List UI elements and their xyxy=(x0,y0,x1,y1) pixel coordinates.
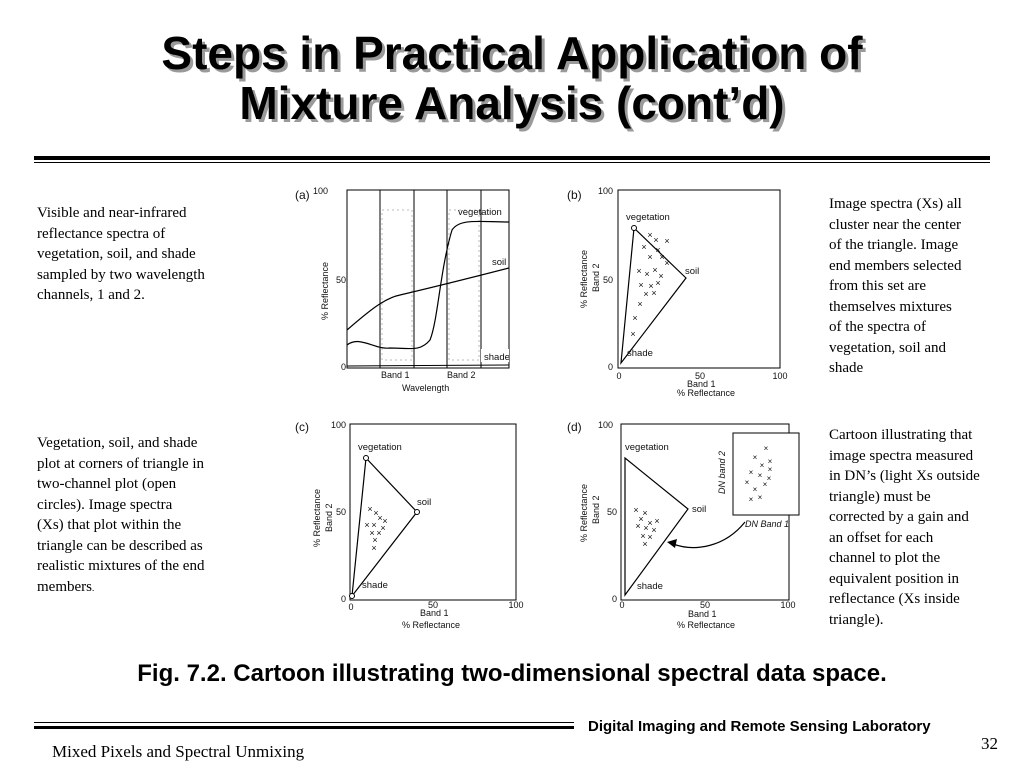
note-panel-a: Visible and near-infrared reflectance spectra of vegetation, soil, and shade sampled by two wavelength channels, 1 and 2. xyxy=(37,205,205,303)
image-spectrum-x: × xyxy=(635,521,641,531)
panel-c-label: (c) xyxy=(295,420,309,434)
footer-rule-thick xyxy=(34,726,574,729)
image-spectrum-x: × xyxy=(638,514,644,524)
image-spectrum-x: × xyxy=(377,513,383,523)
dn-spectrum-x: × xyxy=(752,485,758,494)
panel-d-arrowhead xyxy=(667,539,677,548)
panel-c-shade-label: shade xyxy=(362,580,388,591)
panel-c-xlabel-unit: % Reflectance xyxy=(402,620,461,630)
image-spectrum-x: × xyxy=(641,242,647,252)
panel-c-xtick-50: 50 xyxy=(427,600,439,610)
panel-b-xtick-100: 100 xyxy=(772,371,788,381)
footer-course-title: Mixed Pixels and Spectral Unmixing xyxy=(52,742,305,761)
image-spectrum-x: × xyxy=(369,528,375,538)
panel-d-xtick-0: 0 xyxy=(619,600,625,610)
panel-b-scatter-plot xyxy=(555,180,805,402)
panel-a-ytick-100: 100 xyxy=(312,186,328,196)
panel-c-xlabel: Band 1 xyxy=(420,608,449,618)
note-panel-c-text: Vegetation, soil, and shade plot at corners of triangle in two-channel plot (open circles). Image spectra (Xs) that plot within the triangle can be described as realistic mixtures of the end members xyxy=(37,435,205,595)
panel-c-ytick-100: 100 xyxy=(330,420,346,430)
panel-b-ytick-0: 0 xyxy=(607,362,613,372)
panel-a-band-2-label: Band 2 xyxy=(447,370,476,380)
image-spectrum-x: × xyxy=(636,266,642,276)
panel-a-soil-curve xyxy=(347,268,509,330)
image-spectrum-x: × xyxy=(655,278,661,288)
panel-b-ytick-100: 100 xyxy=(597,186,613,196)
panel-a-shade-curve xyxy=(347,365,509,366)
image-spectrum-x: × xyxy=(654,516,660,526)
figure-caption: Fig. 7.2. Cartoon illustrating two-dimensional spectral data space. xyxy=(137,660,887,687)
image-spectrum-x: × xyxy=(632,313,638,323)
image-spectrum-x: × xyxy=(664,258,670,268)
panel-d-ytick-0: 0 xyxy=(611,594,617,604)
panel-c-soil-point xyxy=(415,510,420,515)
panel-d-correction-arrow xyxy=(673,522,745,548)
panel-c-ylabel-band: Band 2 xyxy=(324,503,334,532)
image-spectrum-x: × xyxy=(372,535,378,545)
panel-c-xtick-0: 0 xyxy=(348,602,354,612)
page-number: 32 xyxy=(981,734,998,753)
panel-c-shade-point xyxy=(350,594,355,599)
panel-c-soil-label: soil xyxy=(417,497,432,508)
panel-c-scatter-plot xyxy=(280,412,530,634)
panel-d-vegetation-label: vegetation xyxy=(625,442,669,453)
image-spectrum-x: × xyxy=(659,252,665,262)
dn-spectrum-x: × xyxy=(748,495,754,504)
panel-d-ytick-50: 50 xyxy=(606,507,617,517)
panel-b-shade-label: shade xyxy=(627,348,653,359)
panel-a-band-1-region xyxy=(380,190,414,368)
note-panel-c xyxy=(37,433,204,598)
image-spectrum-x: × xyxy=(638,280,644,290)
panel-a-soil-label: soil xyxy=(492,257,507,268)
note-panel-b: Image spectra (Xs) all cluster near the center of the triangle. Image end members selected from this set are themselves mixtures of the spectra of vegetation, soil and shade xyxy=(829,196,962,376)
footer-rule-thin xyxy=(34,722,574,723)
image-spectrum-x: × xyxy=(382,516,388,526)
panel-d-ylabel-band: Band 2 xyxy=(591,495,601,524)
dn-spectrum-x: × xyxy=(767,457,773,466)
panel-b-ytick-50: 50 xyxy=(602,275,613,285)
panel-a-ytick-0: 0 xyxy=(340,362,346,372)
panel-b-image-spectra xyxy=(630,230,669,339)
dn-spectrum-x: × xyxy=(752,453,758,462)
panel-c-ytick-50: 50 xyxy=(335,507,346,517)
panel-b-vegetation-label: vegetation xyxy=(626,212,670,223)
panel-c-ytick-0: 0 xyxy=(340,594,346,604)
image-spectrum-x: × xyxy=(647,252,653,262)
image-spectrum-x: × xyxy=(371,520,377,530)
image-spectrum-x: × xyxy=(380,523,386,533)
dn-spectrum-x: × xyxy=(767,465,773,474)
image-spectrum-x: × xyxy=(376,528,382,538)
panel-d-soil-label: soil xyxy=(692,504,707,515)
panel-b-xtick-50: 50 xyxy=(694,371,706,381)
image-spectrum-x: × xyxy=(655,245,661,255)
dn-spectrum-x: × xyxy=(748,468,754,477)
panel-b-label: (b) xyxy=(567,188,582,202)
panel-a-vegetation-curve xyxy=(347,221,509,348)
image-spectrum-x: × xyxy=(644,269,650,279)
image-spectrum-x: × xyxy=(640,531,646,541)
panel-a-shade-label: shade xyxy=(484,352,510,363)
title-rule-thick xyxy=(34,156,990,160)
panel-c-image-spectra xyxy=(364,504,387,553)
panel-a-xlabel: Wavelength xyxy=(402,383,450,393)
image-spectrum-x: × xyxy=(651,288,657,298)
image-spectrum-x: × xyxy=(642,508,648,518)
image-spectrum-x: × xyxy=(367,504,373,514)
panel-a-label: (a) xyxy=(295,188,310,202)
panel-d-xtick-50: 50 xyxy=(699,600,711,610)
image-spectrum-x: × xyxy=(633,505,639,515)
panel-d-ytick-100: 100 xyxy=(597,420,613,430)
panel-b-xlabel: Band 1 xyxy=(687,379,716,389)
image-spectrum-x: × xyxy=(364,520,370,530)
title-rule-thin xyxy=(34,162,990,163)
panel-b-xtick-0: 0 xyxy=(616,371,622,381)
panel-a-band-1-label: Band 1 xyxy=(381,370,410,380)
panel-d-label: (d) xyxy=(567,420,582,434)
panel-d-shade-label: shade xyxy=(637,581,663,592)
dn-spectrum-x: × xyxy=(744,478,750,487)
image-spectrum-x: × xyxy=(637,299,643,309)
dn-spectrum-x: × xyxy=(759,461,765,470)
dn-spectrum-x: × xyxy=(757,471,763,480)
panel-b-vegetation-point xyxy=(632,226,637,231)
image-spectrum-x: × xyxy=(647,230,653,240)
dn-spectrum-x: × xyxy=(766,474,772,483)
footer-lab-name: Digital Imaging and Remote Sensing Laboratory xyxy=(588,718,931,735)
image-spectrum-x: × xyxy=(658,271,664,281)
panel-b-ylabel: % Reflectance xyxy=(579,249,589,308)
image-spectrum-x: × xyxy=(651,525,657,535)
dn-spectrum-x: × xyxy=(762,480,768,489)
image-spectrum-x: × xyxy=(373,508,379,518)
panel-d-inset-ylabel: DN band 2 xyxy=(717,450,727,494)
image-spectrum-x: × xyxy=(643,289,649,299)
image-spectrum-x: × xyxy=(647,518,653,528)
panel-b-xlabel-unit: % Reflectance xyxy=(677,388,736,398)
panel-d-xlabel: Band 1 xyxy=(688,609,717,619)
image-spectrum-x: × xyxy=(630,329,636,339)
panel-a-ytick-50: 50 xyxy=(335,275,346,285)
image-spectrum-x: × xyxy=(653,235,659,245)
image-spectrum-x: × xyxy=(652,265,658,275)
panel-a-spectra-plot xyxy=(280,180,530,402)
note-panel-c-end: . xyxy=(91,582,95,593)
panel-a-ylabel: % Reflectance xyxy=(320,261,330,320)
panel-d-scatter-plot xyxy=(555,412,805,634)
panel-d-ylabel: % Reflectance xyxy=(579,483,589,542)
panel-d-image-spectra xyxy=(633,505,659,549)
image-spectrum-x: × xyxy=(647,532,653,542)
panel-c-vegetation-point xyxy=(364,456,369,461)
image-spectrum-x: × xyxy=(642,539,648,549)
panel-d-xtick-100: 100 xyxy=(780,600,796,610)
panel-b-soil-label: soil xyxy=(685,266,700,277)
panel-c-ylabel: % Reflectance xyxy=(312,488,322,547)
image-spectrum-x: × xyxy=(643,523,649,533)
panel-b-ylabel-band: Band 2 xyxy=(591,263,601,292)
dn-spectrum-x: × xyxy=(757,493,763,502)
note-panel-d: Cartoon illustrating that image spectra measured in DN’s (light Xs outside triangle) must be corrected by a gain and an offset for each channel to plot the equivalent position in reflectance (Xs inside triangle). xyxy=(829,427,980,628)
slide-title: Steps in Practical Application of Mixture Analysis (cont’d) xyxy=(161,27,863,129)
panel-d-xlabel-unit: % Reflectance xyxy=(677,620,736,630)
image-spectrum-x: × xyxy=(371,543,377,553)
panel-d-inset-xlabel: DN Band 1 xyxy=(745,519,790,529)
dn-spectrum-x: × xyxy=(763,444,769,453)
panel-a-vegetation-label: vegetation xyxy=(458,207,502,218)
image-spectrum-x: × xyxy=(664,236,670,246)
image-spectrum-x: × xyxy=(648,281,654,291)
panel-c-xtick-100: 100 xyxy=(508,600,524,610)
panel-c-vegetation-label: vegetation xyxy=(358,442,402,453)
